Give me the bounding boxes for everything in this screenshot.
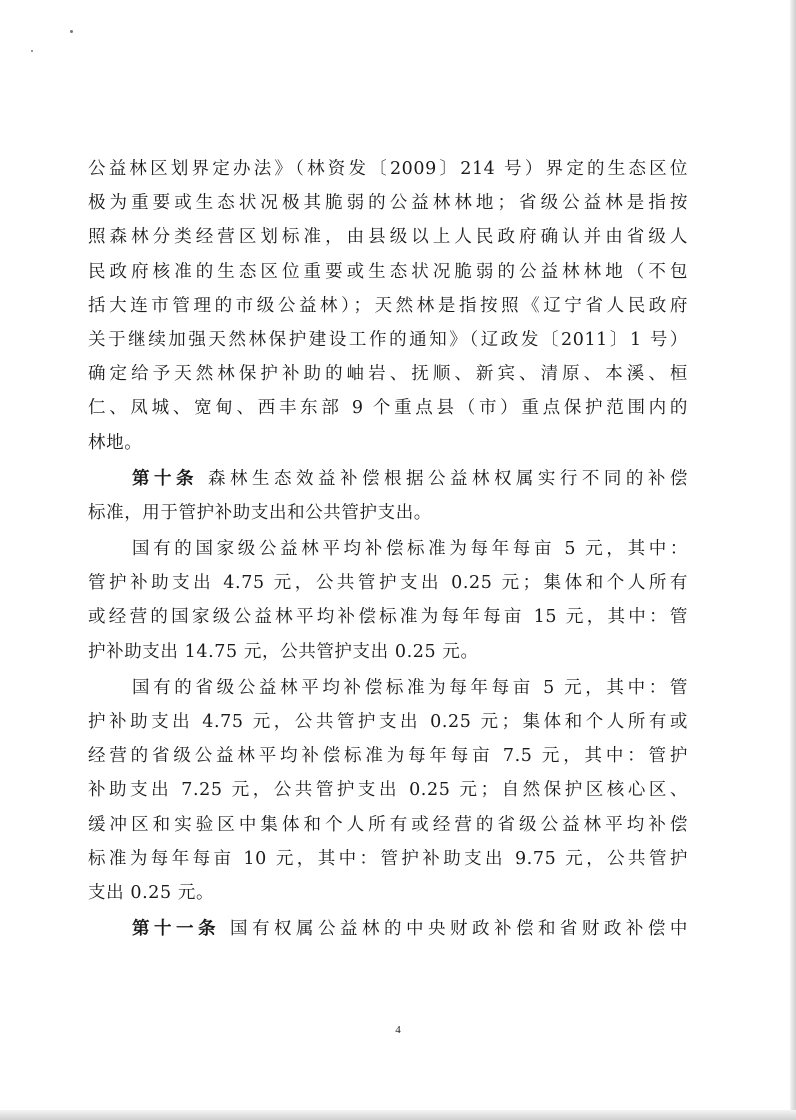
text-line: 民政府核准的生态区位重要或生态状况脆弱的公益林林地（不包 [88, 261, 688, 282]
text-line: 管护补助支出 4.75 元，公共管护支出 0.25 元；集体和个人所有 [88, 573, 688, 594]
scan-border-right [790, 0, 796, 1120]
text-line: 极为重要或生态状况极其脆弱的公益林林地；省级公益林是指按 [88, 193, 688, 214]
scan-border-bottom [0, 1110, 796, 1120]
text-line: 护补助支出 14.75 元，公共管护支出 0.25 元。 [88, 641, 479, 662]
text-line: 林地。 [88, 432, 143, 453]
scan-artifact-dot [31, 50, 33, 52]
article-10-heading: 第十条 [132, 468, 198, 489]
text-line: 国有的国家级公益林平均补偿标准为每年每亩 5 元，其中： [132, 539, 688, 560]
text-line: 仁、凤城、宽甸、西丰东部 9 个重点县（市）重点保护范围内的 [88, 398, 688, 419]
article-10-first-line [88, 462, 688, 496]
text-line: 关于继续加强天然林保护建设工作的通知》（辽政发〔2011〕1 号） [88, 329, 688, 350]
document-body [88, 152, 688, 946]
scan-artifact-dot [70, 30, 73, 33]
article-11-first-line [88, 912, 688, 946]
page-number: 4 [395, 1024, 401, 1036]
text-line: 公益林区划界定办法》（林资发〔2009〕214 号）界定的生态区位 [88, 159, 688, 179]
text-line: 支出 0.25 元。 [88, 882, 215, 903]
text-line: 或经营的国家级公益林平均补偿标准为每年每亩 15 元，其中：管 [88, 607, 688, 628]
text-line: 确定给予天然林保护补助的岫岩、抚顺、新宾、清原、本溪、桓 [88, 364, 688, 385]
text-line: 括大连市管理的市级公益林）；天然林是指按照《辽宁省人民政府 [88, 295, 688, 316]
text-line: 护补助支出 4.75 元，公共管护支出 0.25 元；集体和个人所有或 [88, 712, 688, 732]
article-11-text: 国有权属公益林的中央财政补偿和省财政补偿中 [219, 919, 689, 940]
text-line: 照森林分类经营区划标准，由县级以上人民政府确认并由省级人 [88, 227, 688, 248]
text-line: 标准，用于管护补助支出和公共管护支出。 [88, 502, 432, 523]
text-line: 标准为每年每亩 10 元，其中：管护补助支出 9.75 元，公共管护 [88, 848, 688, 869]
article-10-text: 森林生态效益补偿根据公益林权属实行不同的补偿 [197, 468, 688, 489]
text-line: 缓冲区和实验区中集体和个人所有或经营的省级公益林平均补偿 [88, 814, 688, 835]
text-line: 国有的省级公益林平均补偿标准为每年每亩 5 元，其中：管 [132, 677, 688, 698]
text-line: 补助支出 7.25 元，公共管护支出 0.25 元；自然保护区核心区、 [88, 780, 688, 801]
text-line: 经营的省级公益林平均补偿标准为每年每亩 7.5 元，其中：管护 [88, 746, 688, 767]
article-11-heading: 第十一条 [132, 919, 220, 940]
